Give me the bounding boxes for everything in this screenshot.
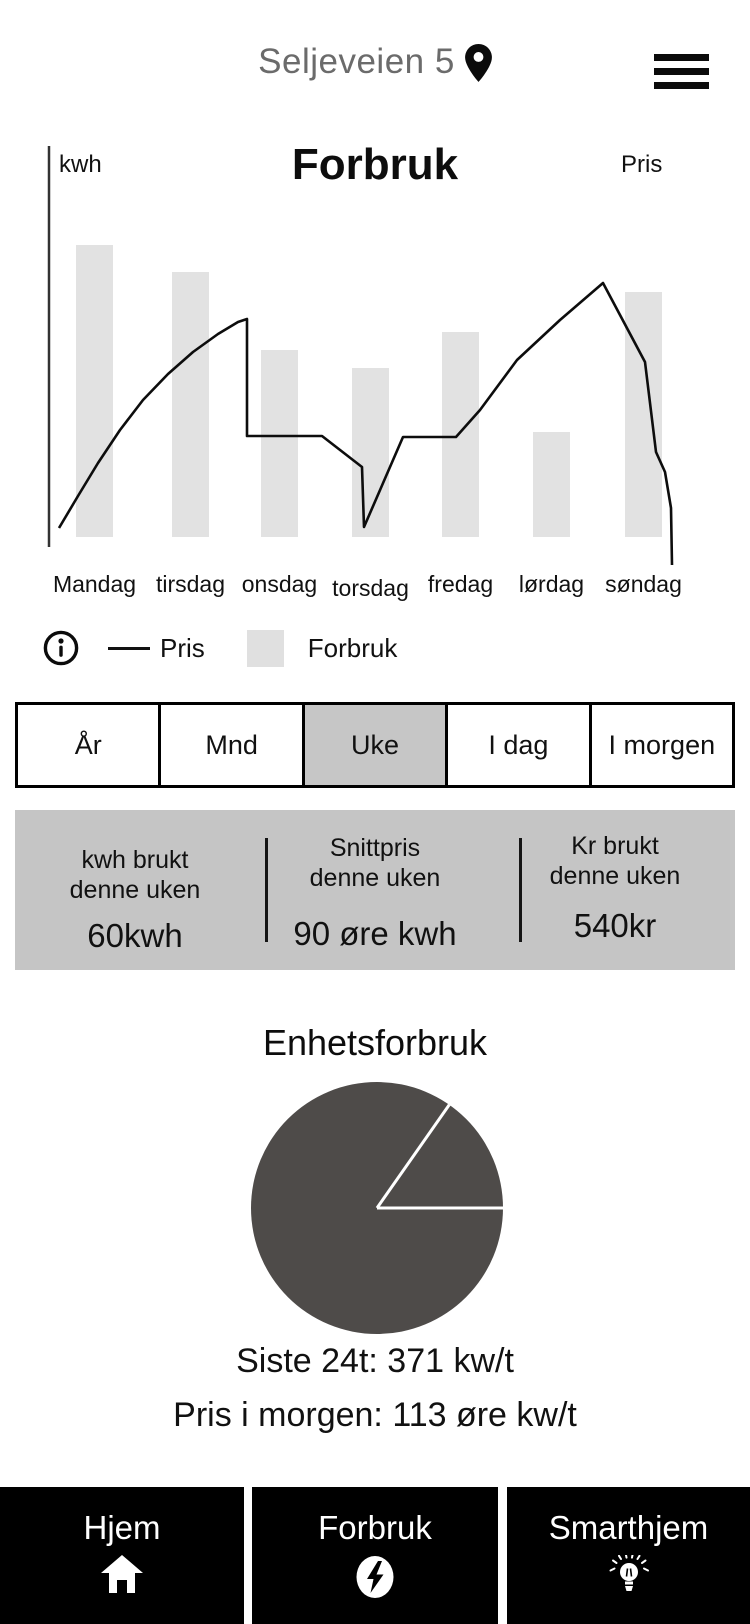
legend-pris-label: Pris bbox=[160, 632, 205, 663]
tab-idag[interactable]: I dag bbox=[448, 705, 591, 785]
forbruk-box-swatch bbox=[247, 630, 284, 667]
day-label-søndag: søndag bbox=[605, 571, 682, 597]
stats-divider bbox=[265, 838, 268, 942]
last-24h-text: Siste 24t: 371 kw/t bbox=[236, 1342, 514, 1380]
bar-tirsdag bbox=[172, 272, 209, 537]
pris-line-swatch bbox=[108, 647, 150, 650]
weekly-consumption-chart bbox=[0, 0, 750, 620]
bar-Mandag bbox=[76, 245, 113, 537]
day-label-fredag: fredag bbox=[427, 571, 494, 597]
right-axis-label: Pris bbox=[621, 151, 663, 178]
day-label-onsdag: onsdag bbox=[241, 571, 318, 597]
address-label: Seljeveien 5 bbox=[258, 42, 455, 81]
stat-snittpris: Snittpris denne uken 90 øre kwh bbox=[293, 834, 457, 952]
day-label-lørdag: lørdag bbox=[518, 571, 585, 597]
device-usage-title: Enhetsforbruk bbox=[262, 1022, 488, 1063]
device-usage-pie-chart bbox=[251, 1082, 503, 1334]
left-axis-label: kwh bbox=[59, 151, 102, 178]
chart-legend bbox=[42, 626, 397, 670]
day-label-Mandag: Mandag bbox=[52, 571, 137, 597]
tomorrow-price-text: Pris i morgen: 113 øre kw/t bbox=[173, 1396, 577, 1434]
chart-title: Forbruk bbox=[291, 140, 459, 189]
stat-kr-brukt: Kr brukt denne uken 540kr bbox=[549, 832, 681, 944]
bar-lørdag bbox=[533, 432, 570, 537]
bar-onsdag bbox=[261, 350, 298, 537]
stat-kr-value: 540kr bbox=[573, 907, 657, 944]
period-tabs bbox=[15, 702, 735, 788]
day-label-torsdag: torsdag bbox=[332, 575, 409, 601]
lightbulb-icon bbox=[606, 1555, 652, 1601]
stat-snittpris-value: 90 øre kwh bbox=[293, 915, 457, 952]
legend-forbruk-label: Forbruk bbox=[307, 632, 398, 663]
bar-søndag bbox=[625, 292, 662, 537]
bottom-navigation bbox=[0, 1487, 750, 1624]
tab-mnd[interactable]: Mnd bbox=[161, 705, 304, 785]
bar-fredag bbox=[442, 332, 479, 537]
day-label-tirsdag: tirsdag bbox=[155, 571, 226, 597]
nav-forbruk[interactable]: Forbruk bbox=[252, 1487, 498, 1624]
tab-uke[interactable]: Uke bbox=[305, 705, 448, 785]
stat-kwh-value: 60kwh bbox=[87, 917, 183, 954]
nav-smarthjem[interactable]: Smarthjem bbox=[507, 1487, 750, 1624]
bolt-icon bbox=[355, 1555, 395, 1601]
tab-imorgen[interactable]: I morgen bbox=[592, 705, 732, 785]
stats-divider bbox=[519, 838, 522, 942]
tab-ar[interactable]: År bbox=[18, 705, 161, 785]
stat-kwh-brukt: kwh brukt denne uken 60kwh bbox=[69, 846, 201, 954]
nav-hjem[interactable]: Hjem bbox=[0, 1487, 244, 1624]
info-icon[interactable] bbox=[42, 629, 80, 667]
home-icon bbox=[101, 1555, 143, 1601]
week-stats-panel bbox=[15, 810, 735, 970]
